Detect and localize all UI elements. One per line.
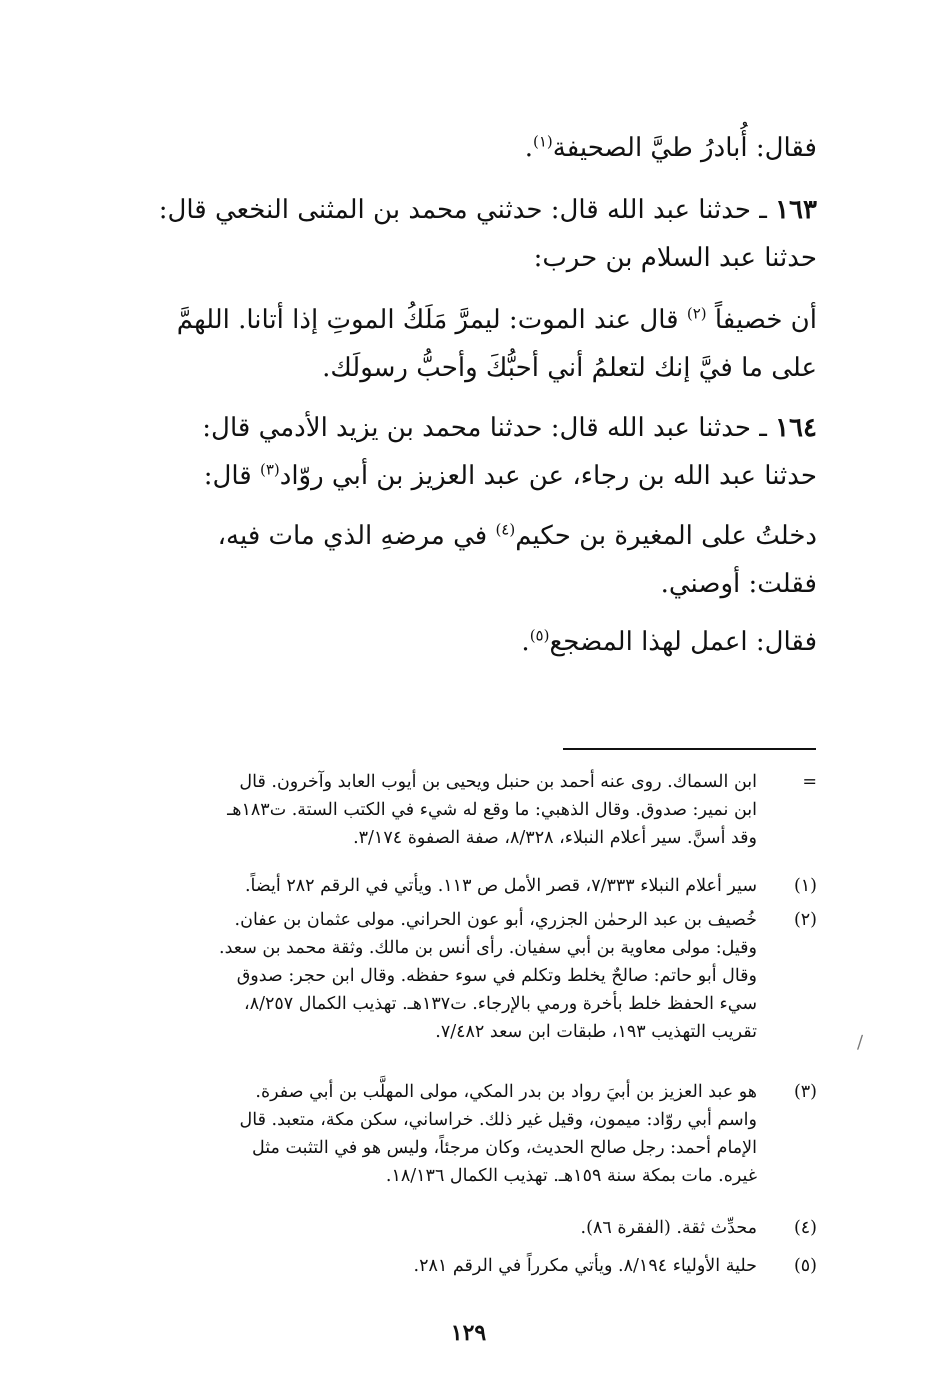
footnote-label: (٣) <box>793 1082 817 1102</box>
paragraph-line: على ما فيَّ إنك لتعلمُ أني أحبُّكَ وأحبُّ رسولَك. <box>322 353 817 383</box>
paragraph-line: فقال: اعمل لهذا المضجع$^{(٥)}$. <box>521 626 817 657</box>
hadith-164-line1: ١٦٤ ـ حدثنا عبد الله قال: حدثنا محمد بن يزيد الأدمي قال: <box>202 413 817 443</box>
footnote-separator <box>563 748 816 750</box>
hadith-163-line2: حدثنا عبد السلام بن حرب: <box>533 243 817 273</box>
footnote-ref[interactable]: (١) <box>532 132 553 151</box>
hadith-number: ١٦٤ <box>775 413 817 443</box>
page-number: ١٢٩ <box>450 1320 487 1346</box>
footnote-label: (٥) <box>793 1256 817 1276</box>
footnote-ref[interactable]: (٢) <box>686 304 707 323</box>
paragraph-line: فقال: أُبادرُ طيَّ الصحيفة$^{(١)}$. <box>524 132 817 163</box>
footnote-label: (٢) <box>793 910 817 930</box>
footnote-label: = <box>802 772 817 792</box>
hadith-number: ١٦٣ <box>775 195 817 225</box>
book-page: فقال: أُبادرُ طيَّ الصحيفة$^{(١)}$. ١٦٣ ـ حدثنا عبد الله قال: حدثني محمد بن المثنى النخعي قال: حدثنا عبد السلام بن حرب: أن خصيفاً $^{(٢)}$ قال عند الموت: ليمرَّ مَلَكُ الموتِ إذا أتانا. اللهمَّ على ما فيَّ إنك لتعلمُ أني أحبُّكَ وأحبُّ رسولَك. ١٦٤ ـ حدثنا عبد الله قال: حدثنا محمد بن يزيد الأدمي قال: حدثنا عبد الله بن رجاء، عن عبد العزيز بن أبي روّاد$^{(٣)}$ قال: دخلتُ على المغيرة بن حكيم$^{(٤)}$ في مرضهِ الذي مات فيه، فقلت: أوصني. فقال: اعمل لهذا المضجع$^{(٥)}$. = ابن السماك. روى عنه أحمد بن حنبل ويحيى بن أيوب العابد وآخرون. قال ابن نمير: صدوق. وقال الذهبي: ما وقع له شيء في الكتب الستة. ت١٨٣هـ وقد أسنَّ. سير أعلام النبلاء، ٨/٣٢٨، صفة الصفوة ٣/١٧٤. (١) سير أعلام النبلاء ٧/٣٣٣، قصر الأمل ص ١١٣. ويأتي في الرقم ٢٨٢ أيضاً. (٢) خُصيف بن عبد الرحمٰن الجزري، أبو عون الحراني. مولى عثمان بن عفان. وقيل: مولى معاوية بن أبي سفيان. رأى أنس بن مالك. وثقة محمد بن سعد. وقال أبو حاتم: صالحٌ يخلط وتكلم في سوء حفظه. وقال ابن حجر: صدوق سيء الحفظ خلط بأخرة ورمي بالإرجاء. ت١٣٧هـ. تهذيب الكمال ٨/٢٥٧، تقريب التهذيب ١٩٣، طبقات ابن سعد ٧/٤٨٢. (٣) هو عبد العزيز بن أبيَ رواد بن بدر المكي، مولى المهلَّب بن أبي صفرة. واسم أبي روّاد: ميمون، وقيل غير ذلك. خراساني، سكن مكة، متعبد. قال الإمام أحمد: رجل صالح الحديث، وكان مرجئاً، وليس هو في التثبت مثل غيره. مات بمكة سنة ١٥٩هـ. تهذيب الكمال ١٨/١٣٦. (٤) محدِّث ثقة. (الفقرة ٨٦). (٥) حلية الأولياء ٨/١٩٤. ويأتي مكرراً في الرقم ٢٨١. ∕ ١٢٩ <box>0 0 937 1396</box>
footnote-ref[interactable]: (٥) <box>529 626 550 645</box>
footnote-ref[interactable]: (٤) <box>495 520 516 539</box>
stray-mark: ∕ <box>857 1032 864 1053</box>
footnote-ref[interactable]: (٣) <box>259 460 280 479</box>
hadith-163-line1: ١٦٣ ـ حدثنا عبد الله قال: حدثني محمد بن المثنى النخعي قال: <box>158 195 817 225</box>
paragraph-line: فقلت: أوصني. <box>660 569 817 599</box>
paragraph-line: دخلتُ على المغيرة بن حكيم$^{(٤)}$ في مرضهِ الذي مات فيه، <box>217 520 817 551</box>
footnote-label: (٤) <box>793 1218 817 1238</box>
hadith-164-line2: حدثنا عبد الله بن رجاء، عن عبد العزيز بن أبي روّاد$^{(٣)}$ قال: <box>203 460 817 491</box>
paragraph-line: أن خصيفاً $^{(٢)}$ قال عند الموت: ليمرَّ مَلَكُ الموتِ إذا أتانا. اللهمَّ <box>176 304 817 335</box>
footnote-label: (١) <box>793 876 817 896</box>
